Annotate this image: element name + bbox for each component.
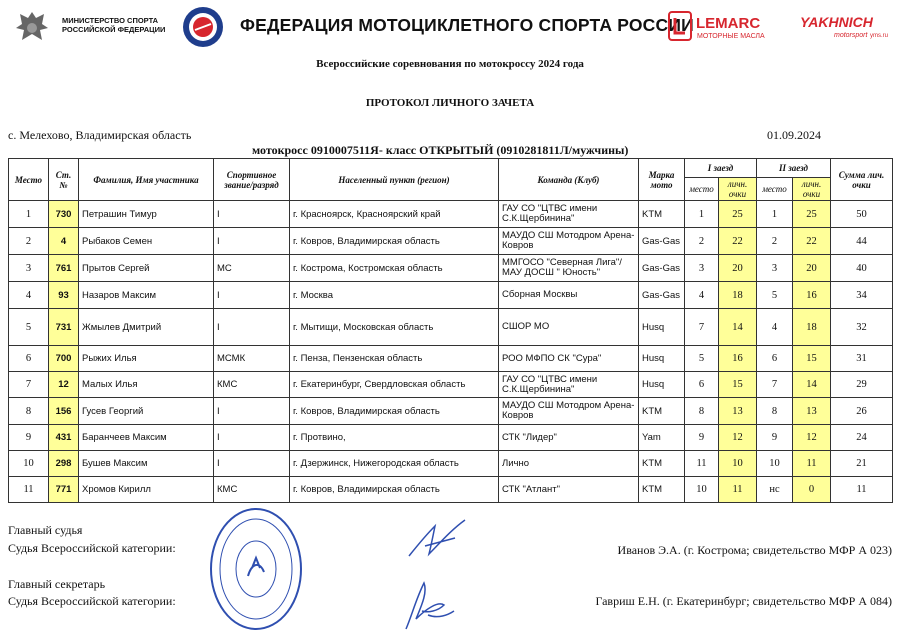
- cell-race-2-points: 15: [793, 346, 831, 372]
- class-line: мотокросс 0910007511Я- класс ОТКРЫТЫЙ (0910281811Л/мужчины): [252, 143, 629, 157]
- header-city: Населенный пункт (регион): [290, 159, 499, 201]
- protocol-title: ПРОТОКОЛ ЛИЧНОГО ЗАЧЕТА: [365, 97, 535, 109]
- federation-title: ФЕДЕРАЦИЯ МОТОЦИКЛЕТНОГО СПОРТА РОССИИ: [240, 15, 694, 35]
- cell-moto: Husq: [639, 346, 685, 372]
- cell-race-2-points: 25: [793, 201, 831, 228]
- header-race-1-place: место: [685, 178, 719, 201]
- cell-name: Баранчеев Максим: [79, 425, 214, 451]
- header-race-1-points: личн. очки: [719, 178, 757, 201]
- cell-moto: Husq: [639, 372, 685, 398]
- cell-race-2-points: 14: [793, 372, 831, 398]
- cell-name: Прытов Сергей: [79, 255, 214, 282]
- table-row: [9, 477, 893, 503]
- cell-race-2-place: нс: [757, 477, 793, 503]
- cell-place: 1: [9, 201, 49, 228]
- cell-total: 11: [831, 477, 893, 503]
- cell-race-1-points: 10: [719, 451, 757, 477]
- cell-team: РОО МФПО СК "Сура": [499, 346, 639, 372]
- cell-city: г. Ковров, Владимирская область: [290, 398, 499, 425]
- cell-name: Гусев Георгий: [79, 398, 214, 425]
- cell-total: 31: [831, 346, 893, 372]
- cell-team: СТК "Атлант": [499, 477, 639, 503]
- yakhnich-sub: motorsport: [834, 32, 868, 39]
- ministry-logo-text: [62, 16, 172, 34]
- cell-race-1-points: 15: [719, 372, 757, 398]
- cell-race-1-points: 18: [719, 282, 757, 309]
- cell-moto: KTM: [639, 398, 685, 425]
- cell-race-1-points: 13: [719, 398, 757, 425]
- cell-race-1-place: 6: [685, 372, 719, 398]
- cell-city: г. Ковров, Владимирская область: [290, 477, 499, 503]
- cell-race-1-points: 16: [719, 346, 757, 372]
- cell-place: 7: [9, 372, 49, 398]
- cell-race-1-place: 7: [685, 309, 719, 346]
- cell-moto: Husq: [639, 309, 685, 346]
- cell-race-1-points: 14: [719, 309, 757, 346]
- cell-moto: Gas-Gas: [639, 282, 685, 309]
- header-name: Фамилия, Имя участника: [79, 159, 214, 201]
- header-race-2-place: место: [757, 178, 793, 201]
- cell-race-1-place: 8: [685, 398, 719, 425]
- cell-race-1-points: 12: [719, 425, 757, 451]
- cell-start-no: 700: [49, 346, 79, 372]
- cell-total: 26: [831, 398, 893, 425]
- cell-moto: Yam: [639, 425, 685, 451]
- cell-team: Лично: [499, 451, 639, 477]
- cell-race-1-points: 11: [719, 477, 757, 503]
- cell-race-2-place: 9: [757, 425, 793, 451]
- cell-race-1-place: 1: [685, 201, 719, 228]
- table-row: [9, 372, 893, 398]
- cell-start-no: 298: [49, 451, 79, 477]
- cell-rank: I: [214, 309, 290, 346]
- cell-name: Петрашин Тимур: [79, 201, 214, 228]
- cell-race-1-place: 11: [685, 451, 719, 477]
- cell-race-2-place: 3: [757, 255, 793, 282]
- cell-city: г. Екатеринбург, Свердловская область: [290, 372, 499, 398]
- cell-place: 3: [9, 255, 49, 282]
- cell-start-no: 431: [49, 425, 79, 451]
- cell-place: 2: [9, 228, 49, 255]
- table-row: [9, 451, 893, 477]
- cell-name: Хромов Кирилл: [79, 477, 214, 503]
- cell-start-no: 156: [49, 398, 79, 425]
- cell-race-2-points: 20: [793, 255, 831, 282]
- cell-race-2-points: 12: [793, 425, 831, 451]
- cell-rank: I: [214, 425, 290, 451]
- secretary-signature-icon: [398, 575, 458, 633]
- cell-rank: I: [214, 282, 290, 309]
- table-row: [9, 201, 893, 228]
- cell-start-no: 731: [49, 309, 79, 346]
- header-team: Команда (Клуб): [499, 159, 639, 201]
- cell-city: г. Кострома, Костромская область: [290, 255, 499, 282]
- header-race-2-points: личн. очки: [793, 178, 831, 201]
- cell-total: 29: [831, 372, 893, 398]
- header-start-no: Ст. №: [49, 159, 79, 201]
- header-total: Сумма лич. очки: [831, 159, 893, 201]
- header-place: Место: [9, 159, 49, 201]
- cell-name: Назаров Максим: [79, 282, 214, 309]
- cell-start-no: 771: [49, 477, 79, 503]
- cell-place: 9: [9, 425, 49, 451]
- cell-team: ГАУ СО "ЦТВС имени С.К.Щербинина": [499, 201, 639, 228]
- judge-title: Главный судья: [8, 523, 83, 537]
- ministry-line-1: МИНИСТЕРСТВО СПОРТА: [62, 16, 159, 25]
- cell-race-2-points: 22: [793, 228, 831, 255]
- federation-seal-icon: [182, 6, 224, 48]
- cell-race-2-place: 7: [757, 372, 793, 398]
- judge-name: Иванов Э.А. (г. Кострома; свидетельство МФР А 023): [617, 543, 892, 557]
- cell-team: МАУДО СШ Мотодром Арена-Ковров: [499, 228, 639, 255]
- cell-race-2-place: 2: [757, 228, 793, 255]
- lemarc-sub: МОТОРНЫЕ МАСЛА: [697, 33, 765, 40]
- header-moto: Марка мото: [639, 159, 685, 201]
- cell-place: 10: [9, 451, 49, 477]
- cell-race-2-place: 8: [757, 398, 793, 425]
- cell-name: Жмылев Дмитрий: [79, 309, 214, 346]
- table-row: [9, 228, 893, 255]
- cell-race-2-place: 4: [757, 309, 793, 346]
- cell-team: МАУДО СШ Мотодром Арена-Ковров: [499, 398, 639, 425]
- cell-place: 11: [9, 477, 49, 503]
- results-table: [8, 158, 893, 503]
- cell-start-no: 12: [49, 372, 79, 398]
- secretary-title: Главный секретарь: [8, 577, 106, 591]
- cell-race-1-place: 2: [685, 228, 719, 255]
- cell-start-no: 4: [49, 228, 79, 255]
- official-stamp-icon: [208, 506, 304, 632]
- cell-city: г. Ковров, Владимирская область: [290, 228, 499, 255]
- results-body: [9, 201, 893, 503]
- judge-signature-icon: [405, 516, 475, 560]
- cell-moto: Gas-Gas: [639, 255, 685, 282]
- yakhnich-logo: [798, 13, 890, 41]
- cell-rank: МС: [214, 255, 290, 282]
- cell-race-2-points: 13: [793, 398, 831, 425]
- judge-category: Судья Всероссийской категории:: [8, 541, 176, 555]
- table-row: [9, 398, 893, 425]
- table-row: [9, 346, 893, 372]
- header-rank: Спортивное звание/разряд: [214, 159, 290, 201]
- lemarc-name: LEMARC: [696, 15, 761, 32]
- cell-rank: КМС: [214, 372, 290, 398]
- cell-total: 32: [831, 309, 893, 346]
- table-row: [9, 255, 893, 282]
- cell-team: СШОР МО: [499, 309, 639, 346]
- cell-rank: I: [214, 201, 290, 228]
- cell-race-1-place: 4: [685, 282, 719, 309]
- cell-race-2-place: 1: [757, 201, 793, 228]
- ministry-line-2: РОССИЙСКОЙ ФЕДЕРАЦИИ: [62, 25, 166, 34]
- event-title: Всероссийские соревнования по мотокроссу 2024 года: [316, 58, 584, 70]
- table-row: [9, 282, 893, 309]
- header-bar: [0, 0, 900, 52]
- secretary-name: Гавриш Е.Н. (г. Екатеринбург; свидетельство МФР А 084): [595, 594, 892, 608]
- cell-race-1-points: 20: [719, 255, 757, 282]
- cell-moto: KTM: [639, 477, 685, 503]
- header-race-2: II заезд: [757, 159, 831, 178]
- cell-race-1-place: 10: [685, 477, 719, 503]
- cell-race-2-points: 11: [793, 451, 831, 477]
- cell-race-1-points: 25: [719, 201, 757, 228]
- header-race-1: I заезд: [685, 159, 757, 178]
- cell-name: Рыбаков Семен: [79, 228, 214, 255]
- cell-city: г. Дзержинск, Нижегородская область: [290, 451, 499, 477]
- cell-start-no: 761: [49, 255, 79, 282]
- cell-total: 24: [831, 425, 893, 451]
- cell-rank: МСМК: [214, 346, 290, 372]
- cell-team: Сборная Москвы: [499, 282, 639, 309]
- cell-total: 50: [831, 201, 893, 228]
- yakhnich-name: YAKHNICH: [800, 14, 873, 30]
- cell-moto: KTM: [639, 201, 685, 228]
- cell-rank: I: [214, 451, 290, 477]
- cell-place: 4: [9, 282, 49, 309]
- cell-race-1-points: 22: [719, 228, 757, 255]
- cell-city: г. Пенза, Пензенская область: [290, 346, 499, 372]
- yakhnich-url: yms.ru: [870, 33, 888, 39]
- cell-place: 6: [9, 346, 49, 372]
- cell-race-2-place: 5: [757, 282, 793, 309]
- cell-rank: КМС: [214, 477, 290, 503]
- cell-race-1-place: 9: [685, 425, 719, 451]
- table-row: [9, 425, 893, 451]
- cell-place: 8: [9, 398, 49, 425]
- cell-total: 34: [831, 282, 893, 309]
- cell-name: Малых Илья: [79, 372, 214, 398]
- cell-start-no: 93: [49, 282, 79, 309]
- cell-race-2-points: 16: [793, 282, 831, 309]
- cell-rank: I: [214, 398, 290, 425]
- cell-city: г. Протвино,: [290, 425, 499, 451]
- russian-emblem-icon: [12, 8, 52, 48]
- cell-total: 40: [831, 255, 893, 282]
- cell-city: г. Москва: [290, 282, 499, 309]
- cell-city: г. Мытищи, Московская область: [290, 309, 499, 346]
- cell-total: 44: [831, 228, 893, 255]
- cell-city: г. Красноярск, Красноярский край: [290, 201, 499, 228]
- event-place: с. Мелехово, Владимирская область: [8, 128, 192, 142]
- cell-team: СТК "Лидер": [499, 425, 639, 451]
- cell-race-2-points: 18: [793, 309, 831, 346]
- cell-race-2-place: 6: [757, 346, 793, 372]
- cell-name: Рыжих Илья: [79, 346, 214, 372]
- cell-place: 5: [9, 309, 49, 346]
- event-date: 01.09.2024: [767, 128, 821, 142]
- cell-race-2-points: 0: [793, 477, 831, 503]
- cell-team: ММГОСО "Северная Лига"/МАУ ДОСШ " Юность": [499, 255, 639, 282]
- lemarc-logo: [668, 11, 778, 41]
- table-row: [9, 309, 893, 346]
- cell-total: 21: [831, 451, 893, 477]
- cell-start-no: 730: [49, 201, 79, 228]
- cell-team: ГАУ СО "ЦТВС имени С.К.Щербинина": [499, 372, 639, 398]
- secretary-category: Судья Всероссийской категории:: [8, 594, 176, 608]
- cell-moto: Gas-Gas: [639, 228, 685, 255]
- cell-race-1-place: 5: [685, 346, 719, 372]
- cell-rank: I: [214, 228, 290, 255]
- cell-moto: KTM: [639, 451, 685, 477]
- cell-race-1-place: 3: [685, 255, 719, 282]
- cell-race-2-place: 10: [757, 451, 793, 477]
- cell-name: Бушев Максим: [79, 451, 214, 477]
